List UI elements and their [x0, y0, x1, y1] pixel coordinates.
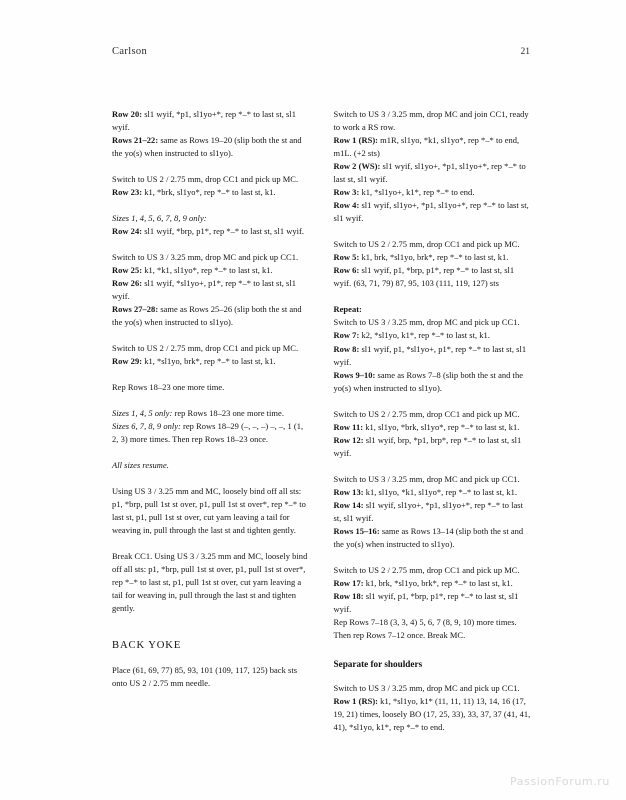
- row-label: Row 11:: [333, 421, 364, 432]
- row-label: Row 4:: [333, 200, 360, 211]
- instruction-line: Row 14: sl1 wyif, sl1yo+, *p1, sl1yo+*, rep *–* to last st, sl1 wyif.: [333, 499, 523, 523]
- instruction-line: Switch to US 3 / 3.25 mm, drop MC and pick up CC1.: [333, 683, 520, 694]
- row-label: Row 14:: [333, 499, 364, 510]
- row-label: Rows 21–22:: [112, 135, 159, 146]
- instruction-line: Switch to US 2 / 2.75 mm, drop CC1 and pick up MC.: [333, 408, 520, 419]
- row-label: Row 2 (WS):: [333, 161, 381, 172]
- instruction-line: Rep Rows 7–18 (3, 3, 4) 5, 6, 7 (8, 9, 10) more times. Then rep Rows 7–12 once. Break MC.: [333, 617, 517, 641]
- instruction-line: Row 13: k1, sl1yo, *k1, sl1yo*, rep *–* to last st, k1.: [333, 486, 517, 497]
- row-label: Row 23:: [112, 187, 143, 198]
- instruction-line: Rows 21–22: same as Rows 19–20 (slip both the st and the yo(s) when instructed to sl1yo).: [112, 135, 302, 159]
- right-column: [334, 108, 533, 778]
- instruction-line: Row 5: k1, brk, *sl1yo, brk*, rep *–* to last st, k1.: [333, 252, 509, 263]
- instruction-line: Row 23: k1, *brk, sl1yo*, rep *–* to last st, k1.: [112, 187, 276, 198]
- instruction-line: Row 4: sl1 wyif, sl1yo+, *p1, sl1yo+*, rep *–* to last st, sl1 wyif.: [333, 200, 529, 224]
- row-label: Row 1 (RS):: [333, 696, 379, 707]
- instruction-line: Switch to US 2 / 2.75 mm, drop CC1 and pick up MC.: [333, 564, 520, 575]
- instruction-line: Row 1 (RS): k1, *sl1yo, k1* (11, 11, 11) 13, 14, 16 (17, 19, 21) times, loosely BO (17, 25, 33), 33, 37, 37 (41, 41, 41), *sl1yo, k1*, rep *–* to end.: [333, 696, 531, 733]
- row-label: Rows 27–28:: [112, 304, 159, 315]
- instruction-line: Switch to US 3 / 3.25 mm, drop MC and join CC1, ready to work a RS row.: [333, 109, 529, 133]
- instruction-line: Switch to US 2 / 2.75 mm, drop CC1 and pick up MC.: [112, 343, 299, 354]
- instruction-line: Row 26: sl1 wyif, *sl1yo+, p1*, rep *–* to last st, sl1 wyif.: [112, 278, 297, 302]
- instruction-line: Row 25: k1, *k1, sl1yo*, rep *–* to last st, k1.: [112, 265, 273, 276]
- row-label: Rows 15–16:: [333, 525, 380, 536]
- instruction-line: Rows 9–10: same as Rows 7–8 (slip both the st and the yo(s) when instructed to sl1yo).: [333, 369, 523, 393]
- instruction-line: Switch to US 3 / 3.25 mm, drop MC and pick up CC1.: [112, 252, 299, 263]
- instruction-line: Break CC1. Using US 3 / 3.25 mm and MC, loosely bind off all sts: p1, *brp, pull 1st st over, p1, pull 1st st over*, rep *–* to last st, p1, pull 1st st over, cut yarn leaving a tail for weaving in, pull through the last st and tighten gently.: [112, 551, 308, 614]
- instruction-line: [112, 212, 311, 225]
- instruction-line: Row 24: sl1 wyif, *brp, p1*, rep *–* to last st, sl1 wyif.: [112, 226, 305, 237]
- row-label: Row 18:: [333, 590, 364, 601]
- row-label: Row 25:: [112, 265, 143, 276]
- instruction-line: Using US 3 / 3.25 mm and MC, loosely bind off all sts: p1, *brp, pull 1st st over, p1, pull 1st st over*, rep *–* to last st, p1, pull 1st st over, cut yarn leaving a tail for weaving in, pull through the last st and tighten gently.: [112, 486, 306, 536]
- watermark: PassionForum.ru: [510, 775, 610, 788]
- instruction-line: Switch to US 3 / 3.25 mm, drop MC and pick up CC1.: [333, 473, 520, 484]
- section-body-back-yoke: Place (61, 69, 77) 85, 93, 101 (109, 117, 125) back sts onto US 2 / 2.75 mm needle.: [112, 665, 298, 689]
- instruction-line: Row 2 (WS): sl1 wyif, sl1yo+, *p1, sl1yo+*, rep *–* to last st, sl1 wyif.: [333, 161, 526, 185]
- row-label: Row 7:: [333, 330, 360, 341]
- row-label: Row 6:: [333, 265, 360, 276]
- instruction-line: Row 12: sl1 wyif, brp, *p1, brp*, rep *–* to last st, sl1 wyif.: [333, 434, 522, 458]
- row-label: Row 24:: [112, 226, 143, 237]
- row-label: Row 13:: [333, 486, 364, 497]
- row-label: Row 29:: [112, 356, 143, 367]
- row-label: Row 12:: [333, 434, 364, 445]
- instruction-line: Rep Rows 18–23 one more time.: [112, 382, 225, 393]
- subsection-heading-separate-for-shoulders: Separate for shoulders: [333, 659, 423, 670]
- size-qualifier: Sizes 6, 7, 8, 9 only:: [112, 421, 181, 432]
- two-column-body: [112, 108, 532, 778]
- instruction-line: Switch to US 3 / 3.25 mm, drop MC and pick up CC1.: [333, 317, 520, 328]
- instruction-line: Row 29: k1, *sl1yo, brk*, rep *–* to last st, k1.: [112, 356, 276, 367]
- section-heading-back-yoke: BACK YOKE: [112, 640, 182, 652]
- instruction-line: Row 7: k2, *sl1yo, k1*, rep *–* to last st, k1.: [333, 330, 490, 341]
- instruction-line: Row 1 (RS): m1R, sl1yo, *k1, sl1yo*, rep *–* to end, m1L. (+2 sts): [333, 135, 520, 159]
- left-column: [112, 108, 311, 778]
- row-label: Row 8:: [333, 343, 360, 354]
- row-label: Row 3:: [333, 187, 360, 198]
- row-label: Row 17:: [333, 577, 364, 588]
- row-label: Rows 9–10:: [333, 369, 376, 380]
- row-label: Row 20:: [112, 109, 143, 119]
- instruction-line: Rows 27–28: same as Rows 25–26 (slip both the st and the yo(s) when instructed to sl1yo).: [112, 304, 302, 328]
- instruction-line: Row 6: sl1 wyif, p1, *brp, p1*, rep *–* to last st, sl1 wyif. (63, 71, 79) 87, 95, 103 (111, 119, 127) sts: [333, 265, 515, 289]
- size-qualifier: Sizes 1, 4, 5, 6, 7, 8, 9 only:: [112, 213, 207, 224]
- size-qualifier: All sizes resume.: [112, 460, 169, 471]
- size-qualifier: Sizes 1, 4, 5 only:: [112, 408, 173, 419]
- instruction-line: Row 18: sl1 wyif, p1, *brp, p1*, rep *–* to last st, sl1 wyif.: [333, 590, 519, 614]
- row-label: Row 1 (RS):: [333, 135, 379, 146]
- instruction-line: Rows 15–16: same as Rows 13–14 (slip both the st and the yo(s) when instructed to sl1yo).: [333, 525, 524, 549]
- instruction-line: Sizes 6, 7, 8, 9 only: rep Rows 18–29 (–, –, –) –, –, 1 (1, 2, 3) more times. Then rep Rows 18–23 once.: [112, 421, 304, 445]
- instruction-line: Switch to US 2 / 2.75 mm, drop CC1 and pick up MC.: [112, 174, 299, 185]
- instruction-line: Row 3: k1, *sl1yo+, k1*, rep *–* to end.: [333, 187, 475, 198]
- instruction-line: Row 11: k1, sl1yo, *brk, sl1yo*, rep *–* to last st, k1.: [333, 421, 520, 432]
- instruction-line: Sizes 1, 4, 5 only: rep Rows 18–23 one more time.: [112, 408, 284, 419]
- repeat-heading: Repeat:: [333, 304, 362, 315]
- running-head-author: Carlson: [112, 46, 148, 57]
- row-label: Row 26:: [112, 278, 143, 289]
- instruction-line: [112, 459, 311, 472]
- instruction-line: Row 17: k1, brk, *sl1yo, brk*, rep *–* to last st, k1.: [333, 577, 513, 588]
- row-label: Row 5:: [333, 252, 360, 263]
- instruction-line: Row 8: sl1 wyif, p1, *sl1yo+, p1*, rep *–* to last st, sl1 wyif.: [333, 343, 527, 367]
- instruction-line: Switch to US 2 / 2.75 mm, drop CC1 and pick up MC.: [333, 239, 520, 250]
- running-head: [112, 46, 530, 64]
- page-number: 21: [520, 47, 530, 57]
- instruction-line: Row 20: sl1 wyif, *p1, sl1yo+*, rep *–* to last st, sl1 wyif.: [112, 109, 297, 133]
